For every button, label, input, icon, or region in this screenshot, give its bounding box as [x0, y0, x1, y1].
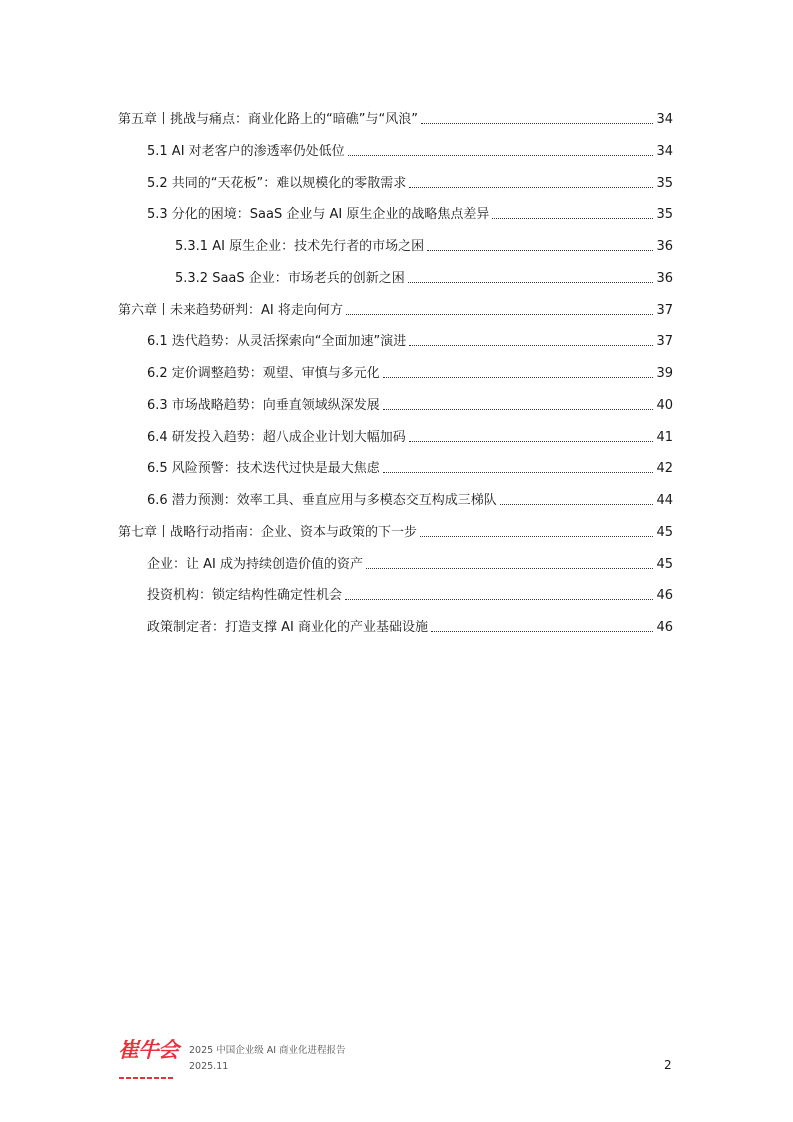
toc-entry[interactable]: [175, 267, 673, 287]
toc-entry-title: 5.2 共同的“天花板”：难以规模化的零散需求: [147, 175, 407, 191]
toc-entry-page: 45: [656, 524, 673, 540]
toc-entry-title: 5.3.1 AI 原生企业：技术先行者的市场之困: [175, 239, 425, 254]
toc-entry-title: 第五章丨挑战与痛点：商业化路上的“暗礁”与“风浪”: [118, 112, 418, 127]
toc-dot-leader: [492, 218, 653, 219]
report-name: 2025 中国企业级 AI 商业化进程报告: [189, 1045, 346, 1056]
toc-entry-title: 5.1 AI 对老客户的渗透率仍处低位: [147, 143, 345, 159]
page-footer: [0, 1030, 793, 1090]
toc-entry-title: 投资机构：锁定结构性确定性机会: [147, 588, 343, 604]
toc-entry[interactable]: [147, 426, 673, 446]
toc-entry[interactable]: [147, 172, 673, 192]
toc-entry[interactable]: [147, 616, 673, 636]
toc-entry-page: 46: [656, 620, 673, 635]
toc-entry-title: 6.5 风险预警：技术迭代过快是最大焦虑: [147, 461, 380, 477]
toc-entry-page: 39: [656, 366, 673, 381]
toc-dot-leader: [409, 345, 653, 346]
toc-entry-page: 35: [656, 175, 673, 191]
toc-dot-leader: [346, 314, 654, 315]
page-number: 2: [664, 1058, 672, 1072]
toc-entry-title: 第六章丨未来趋势研判：AI 将走向何方: [118, 302, 343, 318]
toc-entry-page: 41: [656, 429, 673, 445]
toc-entry[interactable]: [118, 299, 673, 319]
toc-entry-title: 第七章丨战略行动指南：企业、资本与政策的下一步: [118, 524, 418, 540]
toc-entry[interactable]: [147, 140, 673, 160]
toc-dot-leader: [383, 472, 654, 473]
toc-entry[interactable]: [147, 203, 673, 223]
toc-entry-page: 36: [656, 239, 673, 254]
toc-entry-page: 34: [656, 143, 673, 159]
brand-logo: [118, 1038, 182, 1072]
toc-entry[interactable]: [147, 457, 673, 477]
toc-dot-leader: [500, 504, 654, 505]
toc-dot-leader: [421, 123, 654, 124]
toc-entry[interactable]: [147, 362, 673, 382]
toc-entry-page: 45: [656, 556, 673, 572]
toc-entry[interactable]: [147, 553, 673, 573]
toc-dot-leader: [408, 282, 654, 283]
toc-dot-leader: [345, 599, 653, 600]
toc-entry[interactable]: [147, 489, 673, 509]
toc-dot-leader: [409, 187, 653, 188]
toc-entry-page: 35: [656, 207, 673, 223]
toc-entry-page: 37: [656, 302, 673, 318]
toc-entry-title: 6.2 定价调整趋势：观望、审慎与多元化: [147, 366, 380, 381]
toc-entry-page: 37: [656, 334, 673, 350]
toc-entry-title: 6.4 研发投入趋势：超八成企业计划大幅加码: [147, 429, 406, 445]
report-date: 2025.11: [189, 1061, 229, 1072]
toc-entry-title: 企业：让 AI 成为持续创造价值的资产: [147, 556, 363, 572]
brand-logo-underline: [119, 1064, 181, 1067]
toc-entry-title: 6.3 市场战略趋势：向垂直领域纵深发展: [147, 397, 380, 413]
toc-entry-page: 40: [656, 397, 673, 413]
toc-dot-leader: [409, 441, 654, 442]
toc-entry[interactable]: [118, 521, 673, 541]
toc-entry-title: 5.3.2 SaaS 企业：市场老兵的创新之困: [175, 270, 405, 286]
toc-entry-page: 46: [656, 588, 673, 604]
toc-entry-title: 政策制定者：打造支撑 AI 商业化的产业基础设施: [147, 620, 428, 635]
toc-dot-leader: [420, 536, 653, 537]
toc-dot-leader: [383, 377, 654, 378]
toc-entry-page: 36: [656, 270, 673, 286]
toc-entry[interactable]: [147, 584, 673, 604]
toc-entry-page: 42: [656, 461, 673, 477]
toc-entry[interactable]: [147, 394, 673, 414]
toc-dot-leader: [427, 250, 653, 251]
brand-logo-text: 崔牛会: [118, 1038, 178, 1062]
toc-entry-title: 5.3 分化的困境：SaaS 企业与 AI 原生企业的战略焦点差异: [147, 207, 490, 223]
toc-dot-leader: [348, 155, 654, 156]
toc-entry-title: 6.6 潜力预测：效率工具、垂直应用与多模态交互构成三梯队: [147, 493, 497, 508]
toc-entry-page: 34: [656, 112, 673, 127]
toc-entry-title: 6.1 迭代趋势：从灵活探索向“全面加速”演进: [147, 334, 407, 350]
toc-dot-leader: [431, 631, 653, 632]
toc-entry-page: 44: [656, 493, 673, 508]
toc-entry[interactable]: [175, 235, 673, 255]
toc-dot-leader: [383, 409, 654, 410]
toc-entry[interactable]: [147, 330, 673, 350]
toc-dot-leader: [366, 568, 653, 569]
toc-entry[interactable]: [118, 108, 673, 128]
